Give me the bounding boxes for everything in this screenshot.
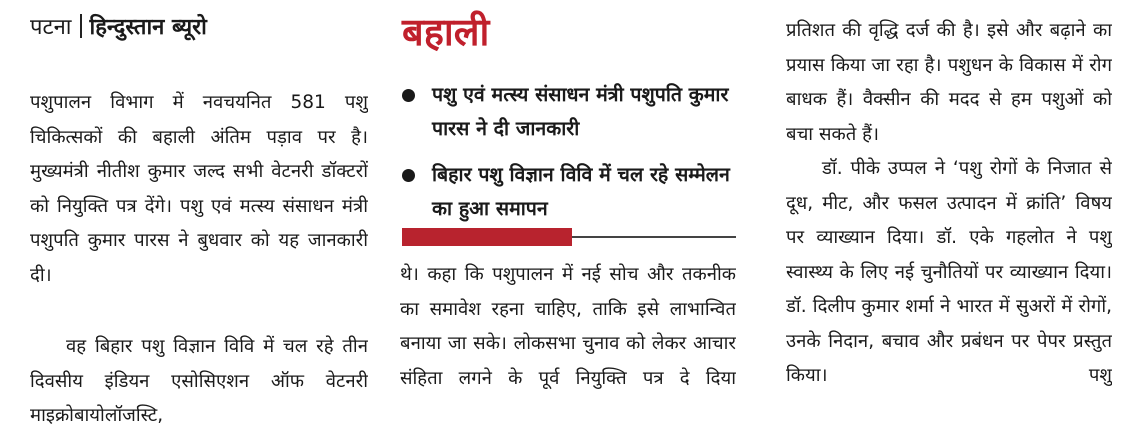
- highlight-bullet: [400, 158, 736, 226]
- highlight-bullet: [400, 78, 736, 146]
- article-column-2: [400, 0, 736, 445]
- column3-paragraph-2: डॉ. पीके उप्पल ने ‘पशु रोगों के निजात से दूध, मीट, और फसल उत्पादन में क्रांति’ विषय पर व्याख्यान दिया। डॉ. एके गहलोत ने पशु स्वास्थ्य के लिए नई चुनौतियों पर व्याख्यान दिया। डॉ. दिलीप कुमार शर्मा ने भारत में सुअरों में रोगों, उनके निदान, बचाव और प्रबंधन पर पेपर प्रस्तुत किया। पशु: [786, 158, 1112, 386]
- dateline-separator: [80, 14, 82, 38]
- section-rule-thin-line: [572, 236, 736, 238]
- dateline: [30, 14, 207, 42]
- highlight-bullet-text: बिहार पशु विज्ञान विवि में चल रहे सम्मेलन का हुआ समापन: [432, 163, 730, 220]
- article-column-3: [786, 0, 1112, 445]
- dateline-bureau: हिन्दुस्तान ब्यूरो: [89, 15, 207, 40]
- section-rule: [402, 228, 736, 246]
- column2-paragraph: थे। कहा कि पशुपालन में नई सोच और तकनीक का समावेश रहना चाहिए, ताकि इसे लाभान्वित बनाया जा सके। लोकसभा चुनाव को लेकर आचार संहिता लगने के पूर्व नियुक्ति पत्र दे दिया: [400, 264, 736, 389]
- dateline-city: पटना: [30, 15, 72, 40]
- column1-paragraph-1: पशुपालन विभाग में नवचयनित 581 पशु चिकित्सकों की बहाली अंतिम पड़ाव पर है। मुख्यमंत्री नीतीश कुमार जल्द सभी वेटनरी डॉक्टरों को नियुक्ति पत्र देंगे। पशु एवं मत्स्य संसाधन मंत्री पशुपति कुमार पारस ने बुधवार को यह जानकारी दी।: [30, 92, 368, 286]
- highlight-bullet-text: पशु एवं मत्स्य संसाधन मंत्री पशुपति कुमार पारस ने दी जानकारी: [432, 83, 729, 140]
- article-headline: बहाली: [402, 10, 490, 54]
- bullet-dot-icon: [402, 169, 415, 182]
- article-column-1: [30, 0, 368, 445]
- section-rule-red-bar: [402, 228, 572, 246]
- column3-paragraph-1: प्रतिशत की वृद्धि दर्ज की है। इसे और बढ़ाने का प्रयास किया जा रहा है। पशुधन के विकास में रोग बाधक हैं। वैक्सीन की मदद से हम पशुओं को बचा सकते हैं।: [786, 20, 1112, 145]
- column1-paragraph-2: वह बिहार पशु विज्ञान विवि में चल रहे तीन दिवसीय इंडियन एसोसिएशन ऑफ वेटनरी माइक्रोबायोलॉजस्टि,: [30, 336, 368, 426]
- bullet-dot-icon: [402, 89, 415, 102]
- highlight-bullets: [400, 78, 736, 238]
